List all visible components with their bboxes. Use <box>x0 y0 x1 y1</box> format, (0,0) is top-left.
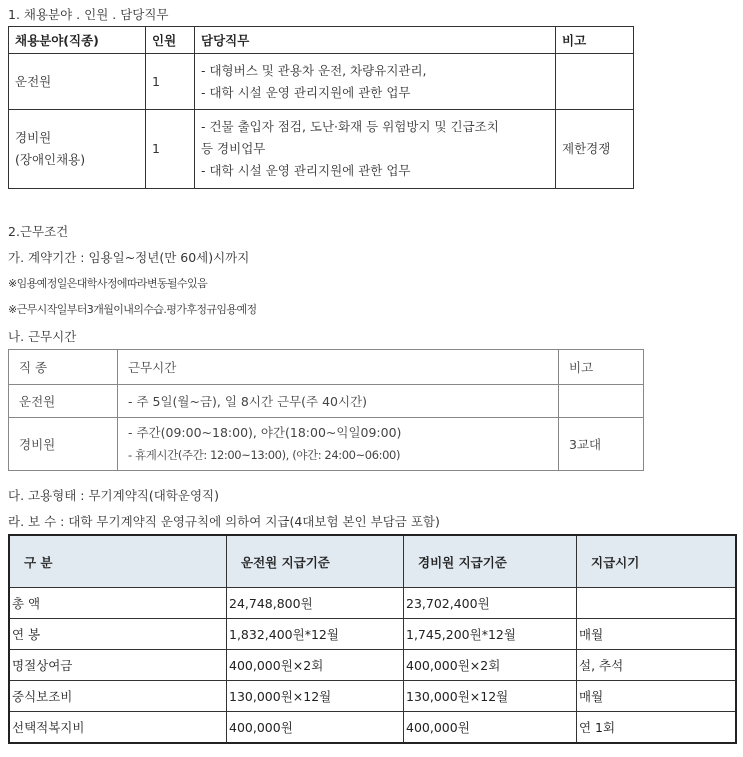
pay-title: 라. 보 수 : 대학 무기계약직 운영규칙에 의하여 지급(4대보험 본인 부담금 포함) <box>8 514 440 529</box>
hours-cell: - 주간(09:00~18:00), 야간(18:00~익일09:00) - 휴게시간(주간: 12:00~13:00), (야간: 24:00~06:00) <box>118 418 559 471</box>
driver-pay-cell: 24,748,800원 <box>227 588 404 619</box>
header-cell: 경비원 지급기준 <box>404 535 577 588</box>
category-cell: 총 액 <box>9 588 227 619</box>
category-cell: 연 봉 <box>9 619 227 650</box>
pay-timing-cell: 설, 추석 <box>577 650 737 681</box>
driver-pay-cell: 400,000원×2회 <box>227 650 404 681</box>
pay-timing-cell: 연 1회 <box>577 712 737 744</box>
table-row <box>9 418 644 471</box>
driver-pay-cell: 130,000원×12월 <box>227 681 404 712</box>
header-cell: 직 종 <box>9 350 118 385</box>
recruitment-table <box>8 26 634 189</box>
header-cell: 운전원 지급기준 <box>227 535 404 588</box>
section2-title: 2.근무조건 <box>8 224 69 239</box>
note-probation: ※근무시작일부터3개월이내의수습.평가후정규임용예정 <box>8 303 257 316</box>
header-cell: 비고 <box>559 350 644 385</box>
driver-pay-cell: 400,000원 <box>227 712 404 744</box>
field-cell: 운전원 <box>9 54 146 110</box>
duties-cell: - 대형버스 및 관용차 운전, 차량유지관리, - 대학 시설 운영 관리지원에 관한 업무 <box>195 54 556 110</box>
header-cell: 지급시기 <box>577 535 737 588</box>
note-cell: 제한경쟁 <box>556 110 634 189</box>
note-cell <box>559 385 644 418</box>
table-row <box>9 588 736 619</box>
header-cell: 채용분야(직종) <box>9 27 146 54</box>
pay-table <box>8 534 737 744</box>
work-hours-title: 나. 근무시간 <box>8 329 77 344</box>
driver-pay-cell: 1,832,400원*12월 <box>227 619 404 650</box>
table-row <box>9 385 644 418</box>
guard-pay-cell: 400,000원 <box>404 712 577 744</box>
employment-type: 다. 고용형태 : 무기계약직(대학운영직) <box>8 488 219 503</box>
count-cell: 1 <box>146 110 195 189</box>
guard-pay-cell: 23,702,400원 <box>404 588 577 619</box>
pay-timing-cell: 매월 <box>577 681 737 712</box>
table-row <box>9 619 736 650</box>
note-cell: 3교대 <box>559 418 644 471</box>
contract-period: 가. 계약기간 : 임용일~정년(만 60세)시까지 <box>8 250 250 265</box>
table-row <box>9 54 634 110</box>
category-cell: 선택적복지비 <box>9 712 227 744</box>
category-cell: 중식보조비 <box>9 681 227 712</box>
header-cell: 담당직무 <box>195 27 556 54</box>
table-row <box>9 110 634 189</box>
header-cell: 근무시간 <box>118 350 559 385</box>
job-cell: 경비원 <box>9 418 118 471</box>
note-cell <box>556 54 634 110</box>
header-cell: 구 분 <box>9 535 227 588</box>
pay-timing-cell <box>577 588 737 619</box>
count-cell: 1 <box>146 54 195 110</box>
note-start-date: ※임용예정일은대학사정에따라변동될수있음 <box>8 277 208 290</box>
duties-cell: - 건물 출입자 점검, 도난·화재 등 위험방지 및 긴급조치 등 경비업무 - 대학 시설 운영 관리지원에 관한 업무 <box>195 110 556 189</box>
guard-pay-cell: 130,000원×12월 <box>404 681 577 712</box>
pay-timing-cell: 매월 <box>577 619 737 650</box>
table-header-row <box>9 27 634 54</box>
work-hours-table <box>8 349 644 471</box>
guard-pay-cell: 400,000원×2회 <box>404 650 577 681</box>
field-cell: 경비원 (장애인채용) <box>9 110 146 189</box>
section1-title: 1. 채용분야 . 인원 . 담당직무 <box>8 7 169 22</box>
job-cell: 운전원 <box>9 385 118 418</box>
table-row <box>9 650 736 681</box>
header-cell: 인원 <box>146 27 195 54</box>
header-cell: 비고 <box>556 27 634 54</box>
table-row <box>9 712 736 744</box>
guard-pay-cell: 1,745,200원*12월 <box>404 619 577 650</box>
table-header-row <box>9 535 736 588</box>
table-header-row <box>9 350 644 385</box>
table-row <box>9 681 736 712</box>
hours-cell: - 주 5일(월~금), 일 8시간 근무(주 40시간) <box>118 385 559 418</box>
category-cell: 명절상여금 <box>9 650 227 681</box>
